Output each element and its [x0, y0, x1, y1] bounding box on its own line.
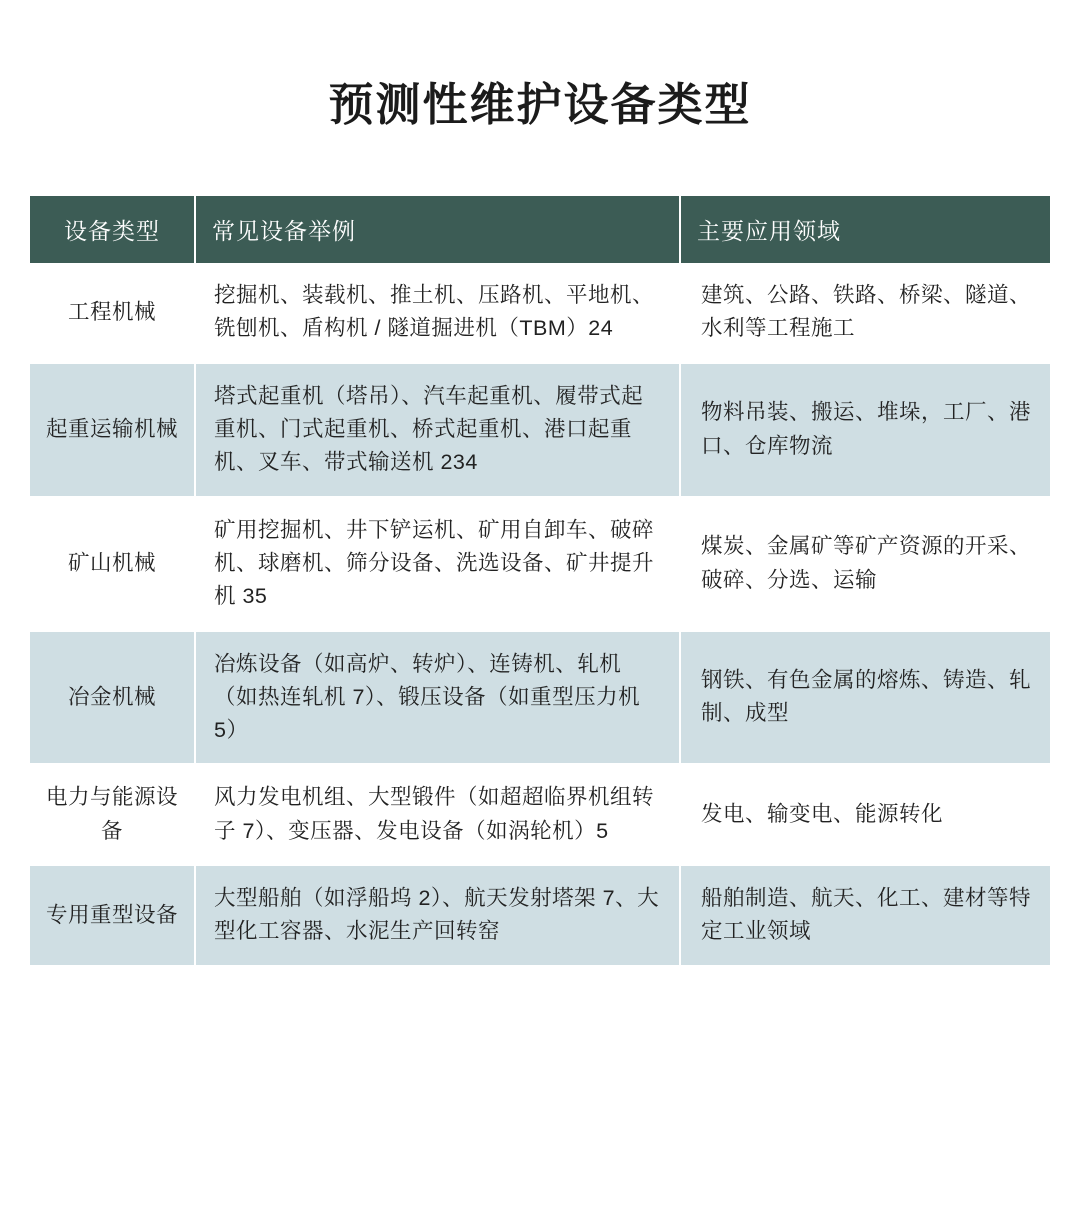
cell-equipment-type: 专用重型设备 [30, 865, 195, 965]
cell-main-domains: 煤炭、金属矿等矿产资源的开采、破碎、分选、运输 [680, 497, 1050, 631]
table-row [30, 865, 1050, 965]
table-row [30, 631, 1050, 765]
cell-equipment-type: 工程机械 [30, 263, 195, 363]
equipment-table-wrapper [30, 196, 1050, 965]
table-header [30, 196, 1050, 263]
cell-equipment-type: 矿山机械 [30, 497, 195, 631]
cell-main-domains: 物料吊装、搬运、堆垛，工厂、港口、仓库物流 [680, 363, 1050, 497]
cell-common-examples: 挖掘机、装载机、推土机、压路机、平地机、铣刨机、盾构机 / 隧道掘进机（TBM）24 [195, 263, 680, 363]
table-body [30, 263, 1050, 965]
cell-common-examples: 风力发电机组、大型锻件（如超超临界机组转子 7）、变压器、发电设备（如涡轮机）5 [195, 764, 680, 865]
column-header-main-domains: 主要应用领域 [680, 196, 1050, 263]
table-row [30, 764, 1050, 865]
cell-main-domains: 建筑、公路、铁路、桥梁、隧道、水利等工程施工 [680, 263, 1050, 363]
cell-equipment-type: 电力与能源设备 [30, 764, 195, 865]
cell-main-domains: 船舶制造、航天、化工、建材等特定工业领域 [680, 865, 1050, 965]
cell-common-examples: 塔式起重机（塔吊）、汽车起重机、履带式起重机、门式起重机、桥式起重机、港口起重机、叉车、带式输送机 234 [195, 363, 680, 497]
cell-equipment-type: 冶金机械 [30, 631, 195, 765]
cell-main-domains: 发电、输变电、能源转化 [680, 764, 1050, 865]
table-row [30, 263, 1050, 363]
table-row [30, 363, 1050, 497]
cell-common-examples: 大型船舶（如浮船坞 2）、航天发射塔架 7、大型化工容器、水泥生产回转窑 [195, 865, 680, 965]
column-header-equipment-type: 设备类型 [30, 196, 195, 263]
cell-equipment-type: 起重运输机械 [30, 363, 195, 497]
cell-common-examples: 冶炼设备（如高炉、转炉）、连铸机、轧机（如热连轧机 7）、锻压设备（如重型压力机 5） [195, 631, 680, 765]
cell-common-examples: 矿用挖掘机、井下铲运机、矿用自卸车、破碎机、球磨机、筛分设备、洗选设备、矿井提升机 35 [195, 497, 680, 631]
table-header-row [30, 196, 1050, 263]
page-title: 预测性维护设备类型 [328, 79, 752, 130]
cell-main-domains: 钢铁、有色金属的熔炼、铸造、轧制、成型 [680, 631, 1050, 765]
equipment-types-table [30, 196, 1050, 965]
column-header-common-examples: 常见设备举例 [195, 196, 680, 263]
table-row [30, 497, 1050, 631]
